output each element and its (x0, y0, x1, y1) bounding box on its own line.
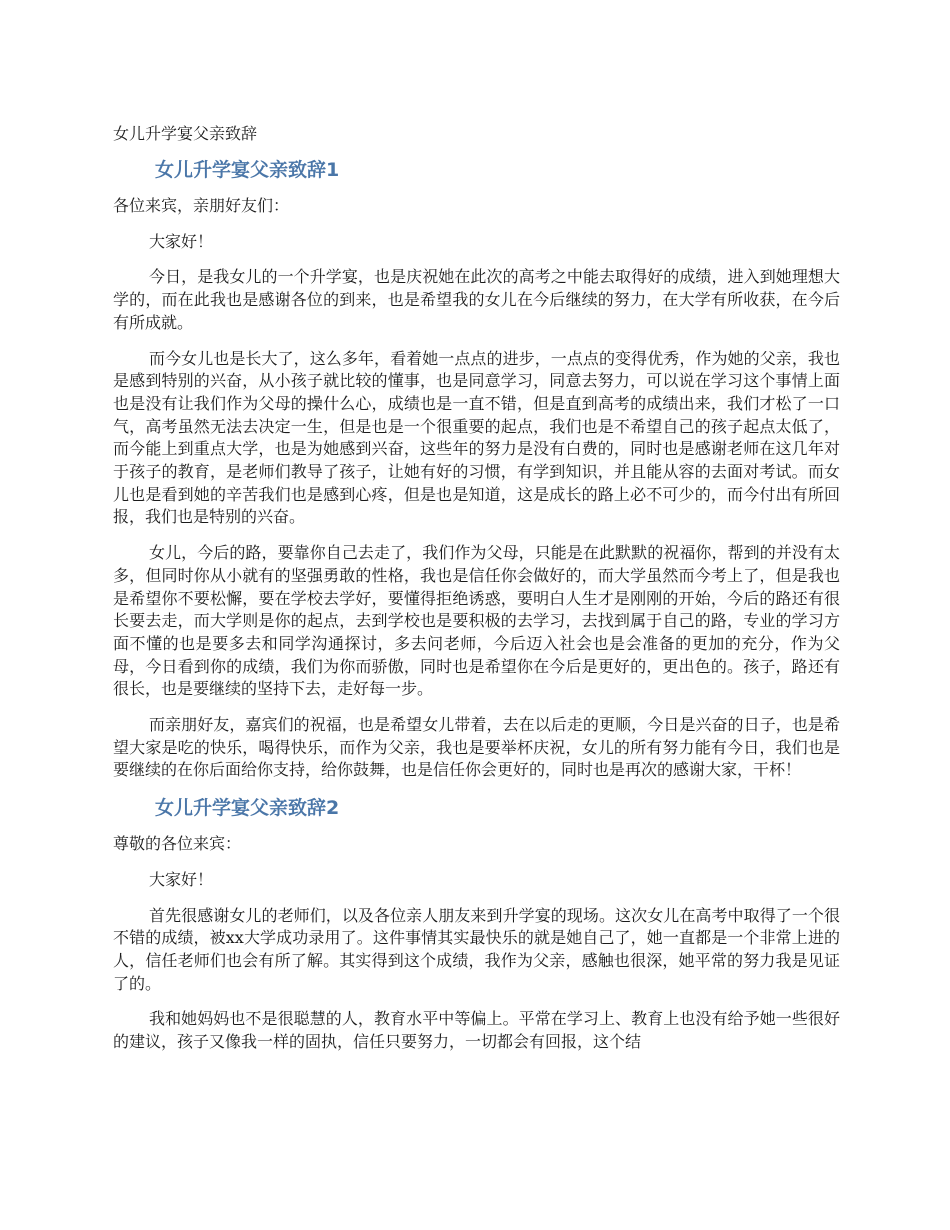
paragraph: 而今女儿也是长大了，这么多年，看着她一点点的进步，一点点的变得优秀，作为她的父亲，我也是感到特别的兴奋，从小孩子就比较的懂事，也是同意学习，同意去努力，可以说在学习这个事情上面也是没有让我们作为父母的操什么心，成绩也是一直不错，但是直到高考的成绩出来，我们才松了一口气，高考虽然无法去决定一生，但是也是一个很重要的起点，我们也是不希望自己的孩子起点太低了，而今能上到重点大学，也是为她感到兴奋，这些年的努力是没有白费的，同时也是感谢老师在这几年对于孩子的教育，是老师们教导了孩子，让她有好的习惯，有学到知识，并且能从容的去面对考试。而女儿也是看到她的辛苦我们也是感到心疼，但是也是知道，这是成长的路上必不可少的，而今付出有所回报，我们也是特别的兴奋。 (113, 348, 840, 527)
section-heading: 女儿升学宴父亲致辞2 (155, 797, 340, 820)
paragraph: 首先很感谢女儿的老师们，以及各位亲人朋友来到升学宴的现场。这次女儿在高考中取得了一个很不错的成绩，被xx大学成功录用了。这件事情其实最快乐的就是她自己了，她一直都是一个非常上进的人，信任老师们也会有所了解。其实得到这个成绩，我作为父亲，感触也很深，她平常的努力我是见证了的。 (113, 905, 840, 993)
section-heading: 女儿升学宴父亲致辞1 (155, 159, 340, 181)
paragraph: 今日，是我女儿的一个升学宴，也是庆祝她在此次的高考之中能去取得好的成绩，进入到她理想大学的，而在此我也是感谢各位的到来，也是希望我的女儿在今后继续的努力，在大学有所收获，在今后有所成就。 (113, 267, 840, 332)
paragraph: 大家好！ (149, 231, 214, 251)
salutation: 尊敬的各位来宾： (113, 834, 242, 854)
section-2 (113, 795, 840, 1054)
paragraph: 大家好！ (149, 869, 214, 889)
section-1 (113, 157, 840, 782)
salutation: 各位来宾，亲朋好友们： (113, 196, 290, 215)
paragraph: 我和她妈妈也不是很聪慧的人，教育水平中等偏上。平常在学习上、教育上也没有给予她一些很好的建议，孩子又像我一样的固执，信任只要努力，一切都会有回报，这个结 (113, 1009, 840, 1052)
document-title: 女儿升学宴父亲致辞 (113, 124, 258, 143)
paragraph: 而亲朋好友，嘉宾们的祝福，也是希望女儿带着，去在以后走的更顺，今日是兴奋的日子，也是希望大家是吃的快乐，喝得快乐，而作为父亲，我也是要举杯庆祝，女儿的所有努力能有今日，我们也是要继续的在你后面给你支持，给你鼓舞，也是信任你会更好的，同时也是再次的感谢大家，干杯！ (113, 715, 840, 780)
paragraph: 女儿，今后的路，要靠你自己去走了，我们作为父母，只能是在此默默的祝福你，帮到的并没有太多，但同时你从小就有的坚强勇敢的性格，我也是信任你会做好的，而大学虽然而今考上了，但是我也是希望你不要松懈，要在学校去学好，要懂得拒绝诱惑，要明白人生才是刚刚的开始，今后的路还有很长要去走，而大学则是你的起点，去到学校也是要积极的去学习，去找到属于自己的路，专业的学习方面不懂的也是要多去和同学沟通探讨，多去问老师，今后迈入社会也是会准备的更加的充分，作为父母，今日看到你的成绩，我们为你而骄傲，同时也是希望你在今后是更好的，更出色的。孩子，路还有很长，也是要继续的坚持下去，走好每一步。 (113, 543, 840, 699)
